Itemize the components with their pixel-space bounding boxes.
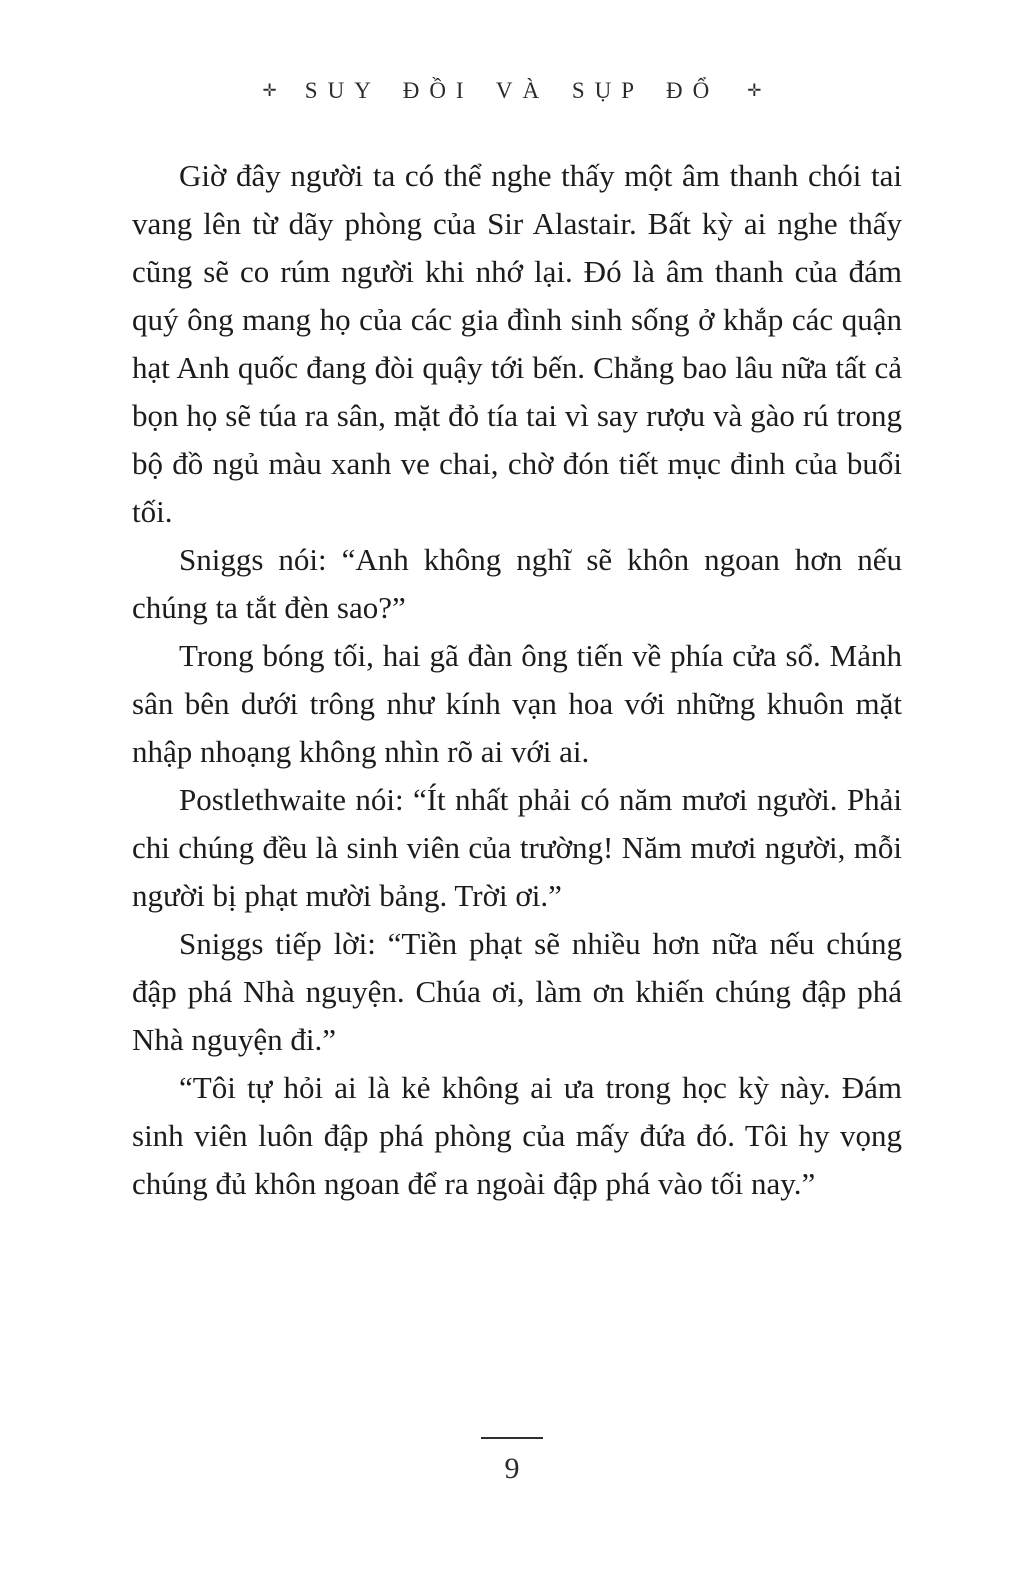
chapter-title: SUY ĐỒI VÀ SỤP ĐỔ [304, 78, 720, 103]
footer-rule [481, 1437, 543, 1439]
page-footer [0, 1437, 1024, 1486]
cross-ornament-icon: ✛ [747, 81, 762, 101]
paragraph: Postlethwaite nói: “Ít nhất phải có năm mươi người. Phải chi chúng đều là sinh viên của trường! Năm mươi người, mỗi người bị phạt mười bảng. Trời ơi.” [132, 782, 902, 913]
paragraph: Sniggs tiếp lời: “Tiền phạt sẽ nhiều hơn nữa nếu chúng đập phá Nhà nguyện. Chúa ơi, làm ơn khiến chúng đập phá Nhà nguyện đi.” [132, 926, 902, 1057]
cross-ornament-icon: ✛ [262, 81, 277, 101]
page-number: 9 [504, 1452, 520, 1485]
paragraph: Trong bóng tối, hai gã đàn ông tiến về phía cửa sổ. Mảnh sân bên dưới trông như kính vạn hoa với những khuôn mặt nhập nhoạng không nhìn rõ ai với ai. [132, 638, 902, 769]
body-text [132, 152, 902, 1208]
paragraph: Giờ đây người ta có thể nghe thấy một âm thanh chói tai vang lên từ dãy phòng của Sir Alastair. Bất kỳ ai nghe thấy cũng sẽ co rúm người khi nhớ lại. Đó là âm thanh của đám quý ông mang họ của các gia đình sinh sống ở khắp các quận hạt Anh quốc đang đòi quậy tới bến. Chẳng bao lâu nữa tất cả bọn họ sẽ túa ra sân, mặt đỏ tía tai vì say rượu và gào rú trong bộ đồ ngủ màu xanh ve chai, chờ đón tiết mục đinh của buổi tối. [132, 158, 902, 529]
running-header [0, 78, 1024, 104]
paragraph: “Tôi tự hỏi ai là kẻ không ai ưa trong học kỳ này. Đám sinh viên luôn đập phá phòng của mấy đứa đó. Tôi hy vọng chúng đủ khôn ngoan để ra ngoài đập phá vào tối nay.” [132, 1070, 902, 1201]
paragraph: Sniggs nói: “Anh không nghĩ sẽ khôn ngoan hơn nếu chúng ta tắt đèn sao?” [132, 542, 902, 625]
